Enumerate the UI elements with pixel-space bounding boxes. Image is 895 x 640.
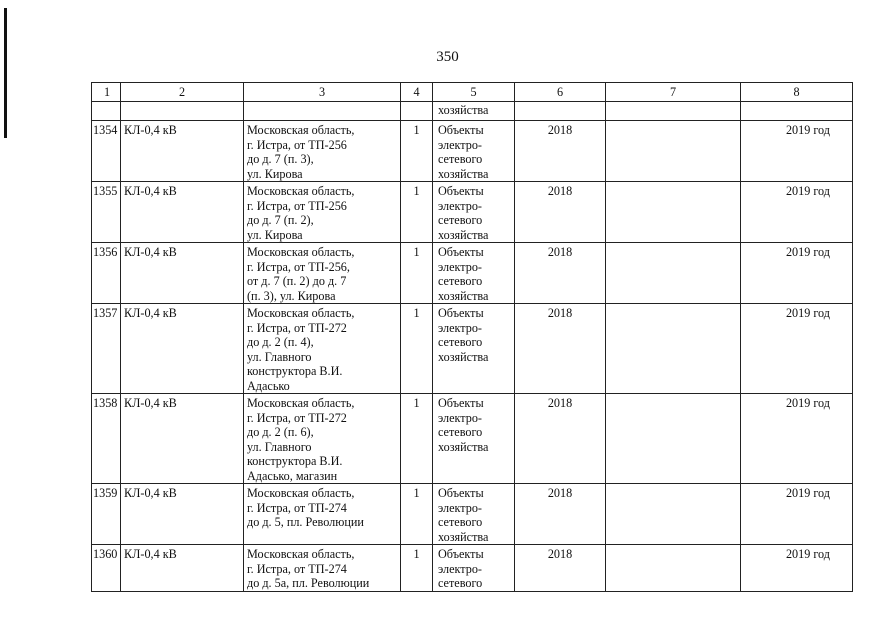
category-line: Объекты — [438, 123, 484, 137]
deadline: 2019 год — [741, 182, 853, 243]
category-line: сетевого — [438, 274, 483, 288]
category-line: сетевого — [438, 515, 483, 529]
category-line: Объекты — [438, 486, 484, 500]
year: 2018 — [515, 304, 606, 394]
row-number: 1358 — [92, 394, 121, 484]
location-line: конструктора В.И. — [247, 454, 343, 468]
location-line: до д. 7 (п. 3), — [247, 152, 314, 166]
quantity: 1 — [401, 182, 433, 243]
column-header: 2 — [121, 83, 244, 102]
category-line: сетевого — [438, 152, 483, 166]
register-table — [91, 82, 853, 592]
quantity: 1 — [401, 545, 433, 592]
location-line: Адасько, магазин — [247, 468, 338, 483]
location-line: г. Истра, от ТП-272 — [247, 410, 347, 425]
category-line: электро- — [438, 500, 482, 515]
deadline: 2019 год — [741, 304, 853, 394]
row-number: 1360 — [92, 545, 121, 592]
line-type: КЛ-0,4 кВ — [121, 545, 244, 592]
location-line: г. Истра, от ТП-256 — [247, 137, 347, 152]
quantity: 1 — [401, 304, 433, 394]
category-line: хозяйства — [438, 227, 489, 242]
category-line: электро- — [438, 561, 482, 576]
col7-cell — [606, 545, 741, 592]
location-line: г. Истра, от ТП-256 — [247, 198, 347, 213]
quantity: 1 — [401, 243, 433, 304]
quantity: 1 — [401, 394, 433, 484]
scan-edge-mark — [4, 8, 7, 138]
location-cell — [244, 121, 401, 182]
quantity: 1 — [401, 484, 433, 545]
location-line: до д. 5а, пл. Революции — [247, 576, 370, 590]
deadline: 2019 год — [741, 484, 853, 545]
table-row — [92, 243, 853, 304]
column-header: 6 — [515, 83, 606, 102]
location-cell — [244, 484, 401, 545]
column-header: 4 — [401, 83, 433, 102]
col7-cell — [606, 484, 741, 545]
category-cell — [433, 545, 515, 592]
location-line: ул. Главного — [247, 439, 312, 454]
category-cell — [433, 182, 515, 243]
row-number: 1357 — [92, 304, 121, 394]
category-line: хозяйства — [438, 288, 489, 303]
location-line: (п. 3), ул. Кирова — [247, 288, 336, 303]
page-number: 350 — [436, 49, 459, 65]
location-line: г. Истра, от ТП-256, — [247, 259, 350, 274]
category-line: Объекты — [438, 184, 484, 198]
col7-cell — [606, 182, 741, 243]
location-line: конструктора В.И. — [247, 364, 343, 378]
location-line: ул. Кирова — [247, 166, 303, 181]
location-line: г. Истра, от ТП-274 — [247, 561, 347, 576]
line-type: КЛ-0,4 кВ — [121, 182, 244, 243]
category-cell — [433, 484, 515, 545]
location-line: ул. Кирова — [247, 227, 303, 242]
location-line: Московская область, — [247, 184, 355, 198]
category-line: сетевого — [438, 213, 483, 227]
location-line: до д. 2 (п. 4), — [247, 335, 314, 349]
category-line: Объекты — [438, 547, 484, 561]
location-line: Московская область, — [247, 486, 355, 500]
location-line: Московская область, — [247, 123, 355, 137]
category-line: электро- — [438, 198, 482, 213]
category-line: Объекты — [438, 396, 484, 410]
deadline: 2019 год — [741, 243, 853, 304]
row-number: 1356 — [92, 243, 121, 304]
table-row — [92, 182, 853, 243]
location-cell — [244, 545, 401, 592]
location-line: Адасько — [247, 378, 290, 393]
year: 2018 — [515, 121, 606, 182]
category-cell — [433, 243, 515, 304]
year: 2018 — [515, 484, 606, 545]
column-header: 7 — [606, 83, 741, 102]
category-line: Объекты — [438, 245, 484, 259]
location-line: от д. 7 (п. 2) до д. 7 — [247, 274, 347, 288]
category-cell — [433, 304, 515, 394]
year: 2018 — [515, 243, 606, 304]
column-header: 1 — [92, 83, 121, 102]
location-line: до д. 2 (п. 6), — [247, 425, 314, 439]
row-number: 1355 — [92, 182, 121, 243]
line-type: КЛ-0,4 кВ — [121, 304, 244, 394]
location-line: ул. Главного — [247, 349, 312, 364]
carryover-row — [92, 102, 853, 121]
row-number: 1354 — [92, 121, 121, 182]
category-line: хозяйства — [438, 349, 489, 364]
column-header: 8 — [741, 83, 853, 102]
category-line: хозяйства — [438, 166, 489, 181]
year: 2018 — [515, 394, 606, 484]
location-line: г. Истра, от ТП-272 — [247, 320, 347, 335]
deadline: 2019 год — [741, 394, 853, 484]
category-cell — [433, 121, 515, 182]
location-line: Московская область, — [247, 306, 355, 320]
category-line: сетевого — [438, 425, 483, 439]
line-type: КЛ-0,4 кВ — [121, 394, 244, 484]
deadline: 2019 год — [741, 121, 853, 182]
location-line: до д. 7 (п. 2), — [247, 213, 314, 227]
line-type: КЛ-0,4 кВ — [121, 243, 244, 304]
location-cell — [244, 394, 401, 484]
line-type: КЛ-0,4 кВ — [121, 121, 244, 182]
category-line: хозяйства — [438, 529, 489, 544]
category-line: сетевого — [438, 576, 483, 590]
category-line: Объекты — [438, 306, 484, 320]
location-line: Московская область, — [247, 396, 355, 410]
line-type: КЛ-0,4 кВ — [121, 484, 244, 545]
category-line: электро- — [438, 320, 482, 335]
location-cell — [244, 182, 401, 243]
col7-cell — [606, 394, 741, 484]
header-row — [92, 83, 853, 102]
year: 2018 — [515, 545, 606, 592]
category-line: хозяйства — [438, 439, 489, 454]
column-header: 3 — [244, 83, 401, 102]
col7-cell — [606, 304, 741, 394]
table-row — [92, 304, 853, 394]
location-line: до д. 5, пл. Революции — [247, 515, 364, 529]
category-line: электро- — [438, 410, 482, 425]
column-header: 5 — [433, 83, 515, 102]
table-row — [92, 484, 853, 545]
row-number: 1359 — [92, 484, 121, 545]
category-cell — [433, 394, 515, 484]
carryover-text: хозяйства — [433, 102, 515, 121]
deadline: 2019 год — [741, 545, 853, 592]
location-cell — [244, 243, 401, 304]
col7-cell — [606, 121, 741, 182]
category-line: сетевого — [438, 335, 483, 349]
table-row — [92, 545, 853, 592]
location-line: Московская область, — [247, 547, 355, 561]
quantity: 1 — [401, 121, 433, 182]
table-row — [92, 121, 853, 182]
col7-cell — [606, 243, 741, 304]
location-cell — [244, 304, 401, 394]
location-line: г. Истра, от ТП-274 — [247, 500, 347, 515]
year: 2018 — [515, 182, 606, 243]
table-row — [92, 394, 853, 484]
location-line: Московская область, — [247, 245, 355, 259]
category-line: электро- — [438, 259, 482, 274]
category-line: электро- — [438, 137, 482, 152]
